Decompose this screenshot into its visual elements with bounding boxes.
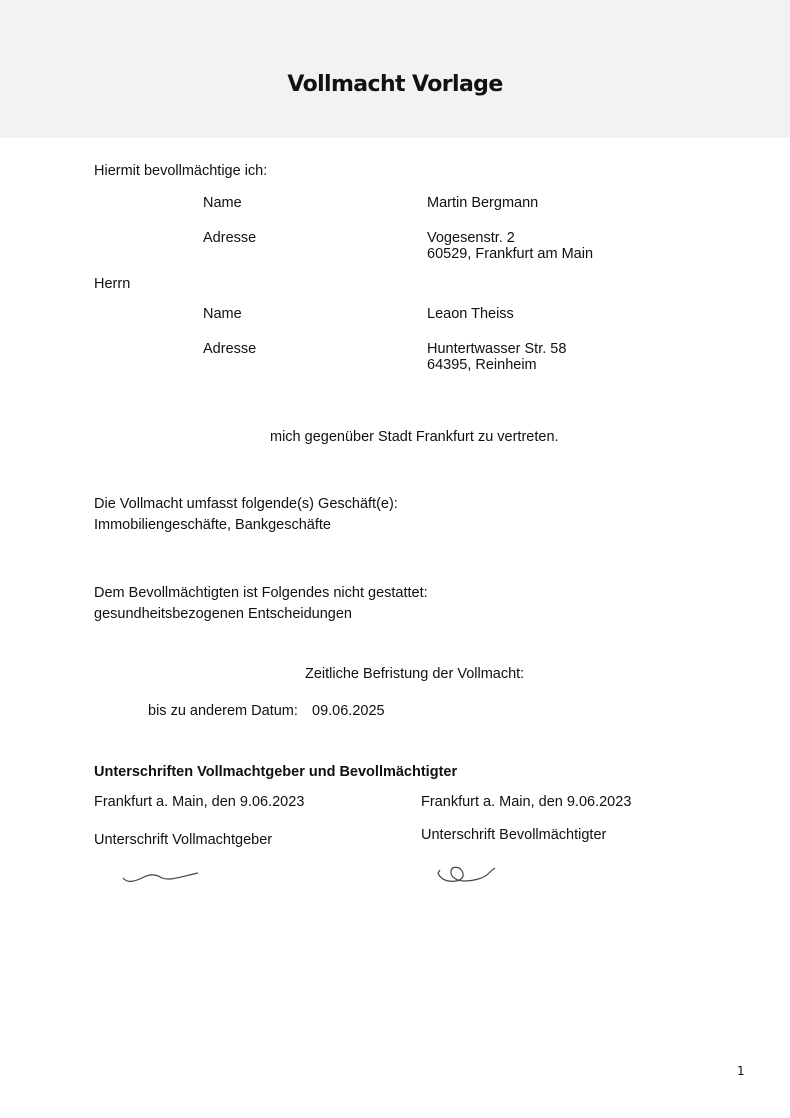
grantor-address-label: Adresse: [203, 230, 257, 246]
restrictions-value: gesundheitsbezogenen Entscheidungen: [94, 606, 352, 622]
grantor-signature-label: Unterschrift Vollmachtgeber: [94, 832, 273, 848]
page-title: Vollmacht Vorlage: [287, 72, 503, 97]
agent-name-label: Name: [203, 306, 242, 322]
grantor-name-value: Martin Bergmann: [427, 195, 539, 211]
signatures-heading: Unterschriften Vollmachtgeber und Bevollmächtigter: [94, 764, 458, 780]
agent-address-line2: 64395, Reinheim: [427, 357, 537, 373]
grantor-intro: Hiermit bevollmächtige ich:: [94, 163, 268, 179]
agent-address-label: Adresse: [203, 341, 257, 357]
duration-date: 09.06.2025: [312, 703, 385, 719]
agent-place-date: Frankfurt a. Main, den 9.06.2023: [421, 794, 632, 810]
scope-label: Die Vollmacht umfasst folgende(s) Geschäft(e):: [94, 496, 398, 512]
agent-signature-label: Unterschrift Bevollmächtigter: [421, 827, 607, 843]
grantor-place-date: Frankfurt a. Main, den 9.06.2023: [94, 794, 305, 810]
agent-salutation: Herrn: [94, 276, 131, 292]
document-header: [0, 0, 790, 138]
agent-address-line1: Huntertwasser Str. 58: [427, 341, 567, 357]
purpose-text: mich gegenüber Stadt Frankfurt zu vertreten.: [270, 429, 559, 445]
grantor-address-line1: Vogesenstr. 2: [427, 230, 515, 246]
scope-value: Immobiliengeschäfte, Bankgeschäfte: [94, 517, 331, 533]
grantor-name-label: Name: [203, 195, 242, 211]
duration-label: bis zu anderem Datum:: [148, 703, 298, 719]
agent-name-value: Leaon Theiss: [427, 306, 514, 322]
duration-heading: Zeitliche Befristung der Vollmacht:: [305, 666, 525, 682]
agent-signature-image: [432, 860, 502, 888]
restrictions-label: Dem Bevollmächtigten ist Folgendes nicht gestattet:: [94, 585, 428, 601]
grantor-signature-image: [118, 864, 204, 886]
page-number: 1: [737, 1064, 745, 1078]
grantor-address-line2: 60529, Frankfurt am Main: [427, 246, 594, 262]
